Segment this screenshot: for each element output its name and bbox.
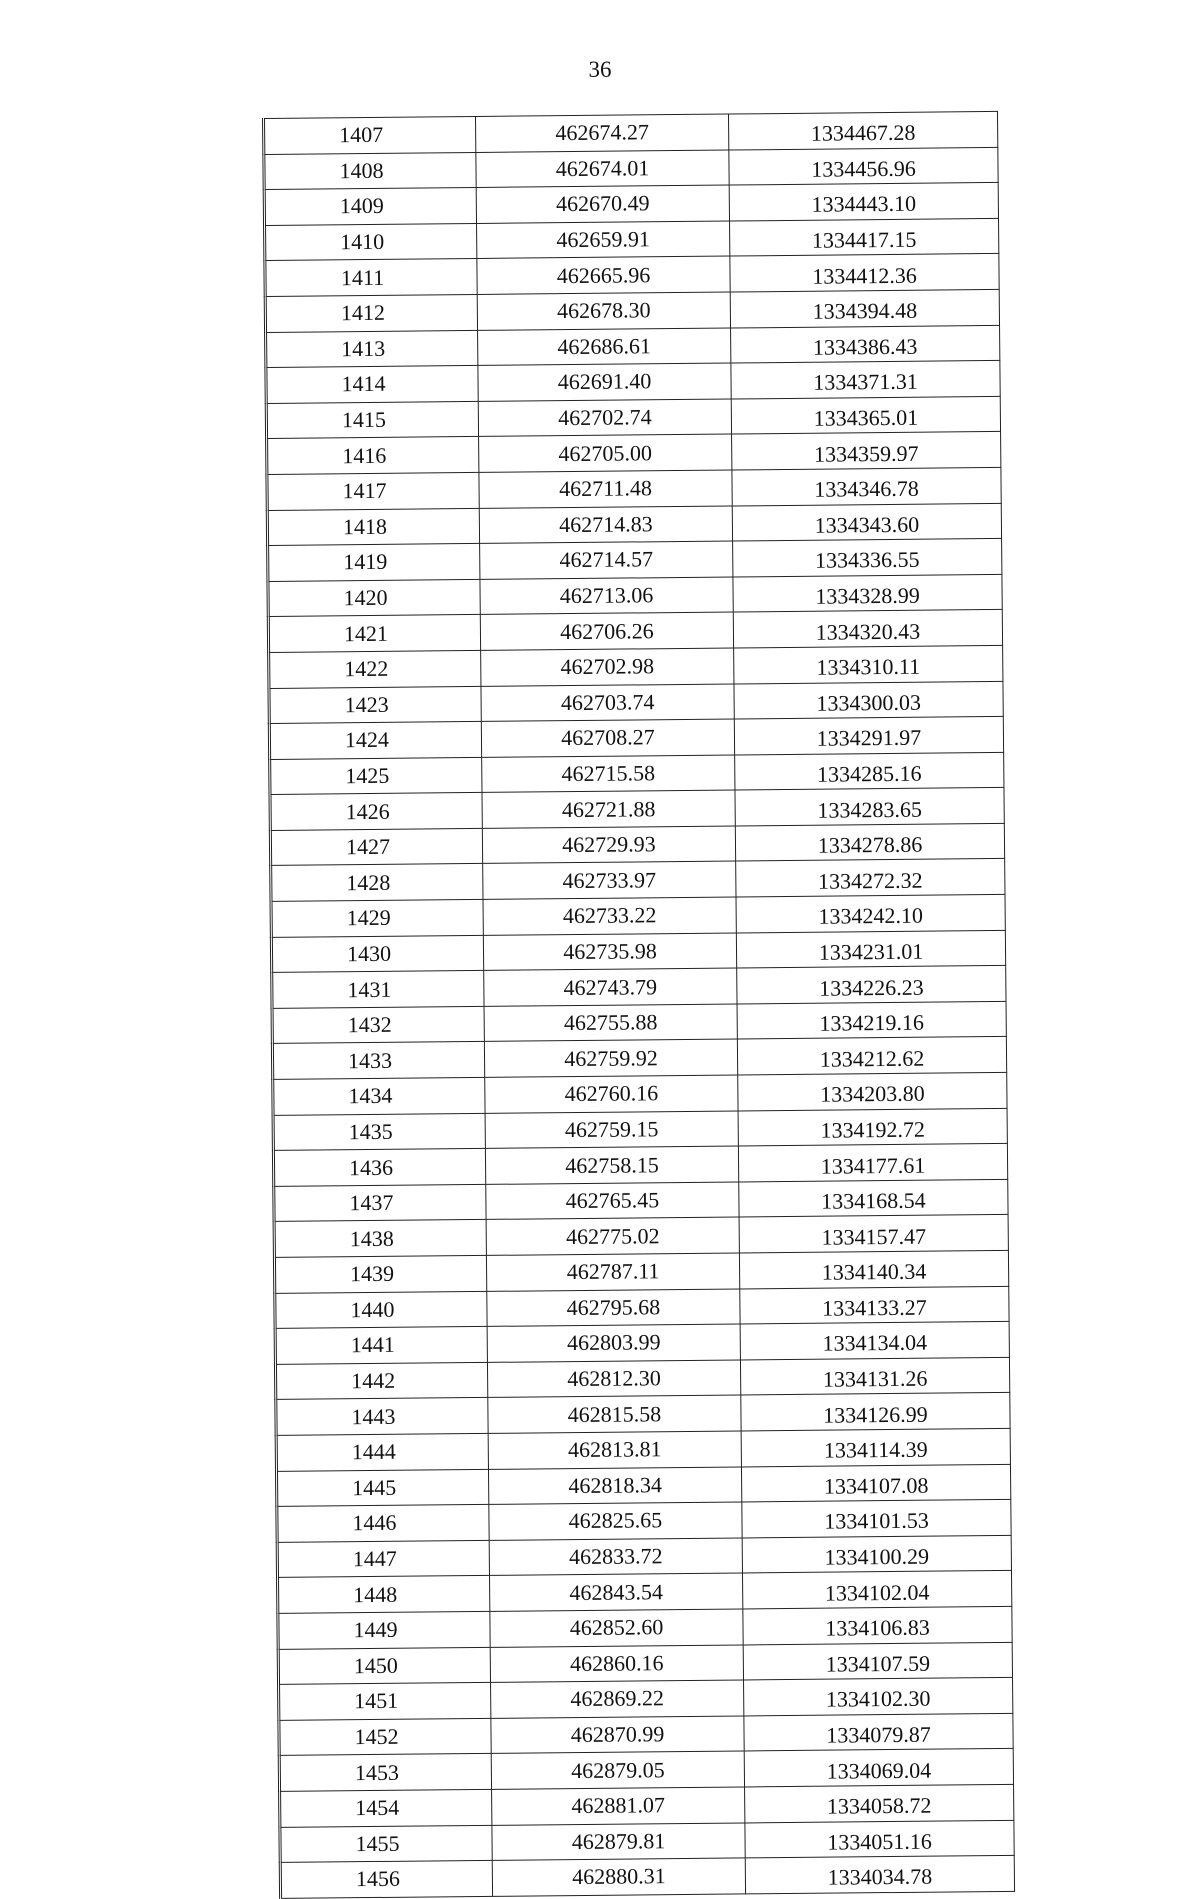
y-coordinate-cell: 1334272.32	[736, 859, 1005, 897]
y-coordinate-cell: 1334371.31	[731, 361, 1000, 399]
x-coordinate-cell: 462795.68	[487, 1289, 740, 1327]
x-coordinate-cell: 462787.11	[486, 1253, 739, 1291]
y-coordinate-cell: 1334131.26	[740, 1357, 1009, 1395]
y-coordinate-cell: 1334058.72	[745, 1784, 1014, 1822]
x-coordinate-cell: 462759.92	[484, 1039, 737, 1077]
x-coordinate-cell: 462760.16	[485, 1075, 738, 1113]
y-coordinate-cell: 1334069.04	[744, 1749, 1013, 1787]
y-coordinate-cell: 1334134.04	[740, 1322, 1009, 1360]
x-coordinate-cell: 462665.96	[477, 256, 730, 294]
point-number-cell: 1451	[279, 1683, 491, 1721]
y-coordinate-cell: 1334443.10	[729, 183, 998, 221]
point-number-cell: 1445	[276, 1469, 488, 1507]
x-coordinate-cell: 462759.15	[485, 1111, 738, 1149]
point-number-cell: 1430	[271, 935, 483, 973]
x-coordinate-cell: 462758.15	[485, 1146, 738, 1184]
y-coordinate-cell: 1334034.78	[745, 1855, 1014, 1893]
y-coordinate-cell: 1334242.10	[736, 894, 1005, 932]
y-coordinate-cell: 1334231.01	[736, 930, 1005, 968]
point-number-cell: 1438	[274, 1220, 486, 1258]
y-coordinate-cell: 1334051.16	[745, 1820, 1014, 1858]
y-coordinate-cell: 1334157.47	[739, 1215, 1008, 1253]
x-coordinate-cell: 462713.06	[480, 577, 733, 615]
point-number-cell: 1417	[267, 472, 479, 510]
y-coordinate-cell: 1334278.86	[735, 823, 1004, 861]
point-number-cell: 1437	[274, 1184, 486, 1222]
point-number-cell: 1407	[264, 116, 476, 154]
y-coordinate-cell: 1334192.72	[738, 1108, 1007, 1146]
x-coordinate-cell: 462852.60	[490, 1609, 743, 1647]
point-number-cell: 1414	[266, 366, 478, 404]
x-coordinate-cell: 462706.26	[480, 612, 733, 650]
x-coordinate-cell: 462870.99	[491, 1716, 744, 1754]
point-number-cell: 1432	[272, 1006, 484, 1044]
x-coordinate-cell: 462708.27	[481, 719, 734, 757]
x-coordinate-cell: 462755.88	[484, 1004, 737, 1042]
x-coordinate-cell: 462765.45	[486, 1182, 739, 1220]
point-number-cell: 1448	[278, 1576, 490, 1614]
y-coordinate-cell: 1334320.43	[733, 610, 1002, 648]
y-coordinate-cell: 1334106.83	[743, 1606, 1012, 1644]
point-number-cell: 1433	[272, 1042, 484, 1080]
x-coordinate-cell: 462711.48	[479, 470, 732, 508]
point-number-cell: 1442	[275, 1362, 487, 1400]
point-number-cell: 1413	[266, 330, 478, 368]
point-number-cell: 1420	[268, 579, 480, 617]
x-coordinate-cell: 462714.57	[480, 541, 733, 579]
point-number-cell: 1454	[280, 1789, 492, 1827]
point-number-cell: 1419	[268, 544, 480, 582]
point-number-cell: 1443	[276, 1398, 488, 1436]
point-number-cell: 1428	[271, 864, 483, 902]
y-coordinate-cell: 1334102.30	[744, 1677, 1013, 1715]
x-coordinate-cell: 462715.58	[482, 755, 735, 793]
x-coordinate-cell: 462735.98	[483, 933, 736, 971]
coordinates-table	[262, 111, 1015, 1899]
x-coordinate-cell: 462813.81	[488, 1431, 741, 1469]
point-number-cell: 1452	[279, 1718, 491, 1756]
x-coordinate-cell: 462803.99	[487, 1324, 740, 1362]
y-coordinate-cell: 1334168.54	[739, 1179, 1008, 1217]
y-coordinate-cell: 1334346.78	[732, 467, 1001, 505]
x-coordinate-cell: 462825.65	[489, 1502, 742, 1540]
point-number-cell: 1435	[273, 1113, 485, 1151]
x-coordinate-cell: 462843.54	[490, 1573, 743, 1611]
point-number-cell: 1425	[270, 757, 482, 795]
x-coordinate-cell: 462879.05	[491, 1751, 744, 1789]
point-number-cell: 1456	[280, 1860, 492, 1898]
x-coordinate-cell: 462691.40	[478, 363, 731, 401]
y-coordinate-cell: 1334417.15	[730, 218, 999, 256]
y-coordinate-cell: 1334101.53	[742, 1500, 1011, 1538]
y-coordinate-cell: 1334177.61	[738, 1144, 1007, 1182]
point-number-cell: 1416	[267, 437, 479, 475]
y-coordinate-cell: 1334126.99	[741, 1393, 1010, 1431]
point-number-cell: 1409	[264, 188, 476, 226]
point-number-cell: 1436	[273, 1149, 485, 1187]
x-coordinate-cell: 462860.16	[490, 1644, 743, 1682]
x-coordinate-cell: 462674.01	[476, 150, 729, 188]
y-coordinate-cell: 1334203.80	[738, 1072, 1007, 1110]
x-coordinate-cell: 462702.98	[481, 648, 734, 686]
x-coordinate-cell: 462812.30	[487, 1360, 740, 1398]
x-coordinate-cell: 462833.72	[489, 1538, 742, 1576]
x-coordinate-cell: 462818.34	[488, 1467, 741, 1505]
point-number-cell: 1411	[265, 259, 477, 297]
x-coordinate-cell: 462703.74	[481, 683, 734, 721]
point-number-cell: 1444	[276, 1433, 488, 1471]
x-coordinate-cell: 462721.88	[482, 790, 735, 828]
x-coordinate-cell: 462743.79	[484, 968, 737, 1006]
x-coordinate-cell: 462705.00	[479, 434, 732, 472]
point-number-cell: 1450	[278, 1647, 490, 1685]
point-number-cell: 1422	[269, 650, 481, 688]
y-coordinate-cell: 1334456.96	[729, 147, 998, 185]
x-coordinate-cell: 462714.83	[479, 506, 732, 544]
y-coordinate-cell: 1334412.36	[730, 254, 999, 292]
y-coordinate-cell: 1334133.27	[740, 1286, 1009, 1324]
point-number-cell: 1412	[265, 294, 477, 332]
point-number-cell: 1418	[267, 508, 479, 546]
point-number-cell: 1415	[266, 401, 478, 439]
x-coordinate-cell: 462733.97	[483, 861, 736, 899]
y-coordinate-cell: 1334140.34	[739, 1250, 1008, 1288]
point-number-cell: 1423	[269, 686, 481, 724]
point-number-cell: 1447	[277, 1540, 489, 1578]
point-number-cell: 1440	[275, 1291, 487, 1329]
y-coordinate-cell: 1334285.16	[735, 752, 1004, 790]
point-number-cell: 1446	[277, 1505, 489, 1543]
point-number-cell: 1429	[271, 899, 483, 937]
y-coordinate-cell: 1334343.60	[732, 503, 1001, 541]
x-coordinate-cell: 462686.61	[478, 328, 731, 366]
y-coordinate-cell: 1334394.48	[730, 289, 999, 327]
y-coordinate-cell: 1334102.04	[742, 1571, 1011, 1609]
y-coordinate-cell: 1334219.16	[737, 1001, 1006, 1039]
y-coordinate-cell: 1334107.59	[743, 1642, 1012, 1680]
point-number-cell: 1408	[264, 152, 476, 190]
point-number-cell: 1421	[268, 615, 480, 653]
y-coordinate-cell: 1334212.62	[737, 1037, 1006, 1075]
coordinates-table-body	[264, 111, 1015, 1898]
y-coordinate-cell: 1334107.08	[741, 1464, 1010, 1502]
x-coordinate-cell: 462881.07	[492, 1787, 745, 1825]
point-number-cell: 1441	[275, 1327, 487, 1365]
point-number-cell: 1431	[272, 971, 484, 1009]
point-number-cell: 1439	[274, 1255, 486, 1293]
table-row	[280, 1855, 1014, 1898]
point-number-cell: 1426	[270, 793, 482, 831]
y-coordinate-cell: 1334365.01	[731, 396, 1000, 434]
y-coordinate-cell: 1334300.03	[734, 681, 1003, 719]
y-coordinate-cell: 1334283.65	[735, 788, 1004, 826]
x-coordinate-cell: 462659.91	[477, 221, 730, 259]
x-coordinate-cell: 462815.58	[488, 1395, 741, 1433]
y-coordinate-cell: 1334100.29	[742, 1535, 1011, 1573]
x-coordinate-cell: 462869.22	[491, 1680, 744, 1718]
y-coordinate-cell: 1334336.55	[733, 539, 1002, 577]
point-number-cell: 1427	[270, 828, 482, 866]
point-number-cell: 1455	[280, 1825, 492, 1863]
y-coordinate-cell: 1334310.11	[734, 645, 1003, 683]
point-number-cell: 1424	[269, 722, 481, 760]
x-coordinate-cell: 462678.30	[477, 292, 730, 330]
x-coordinate-cell: 462880.31	[492, 1858, 745, 1896]
y-coordinate-cell: 1334291.97	[734, 717, 1003, 755]
x-coordinate-cell: 462702.74	[478, 399, 731, 437]
point-number-cell: 1449	[278, 1611, 490, 1649]
x-coordinate-cell: 462733.22	[483, 897, 736, 935]
y-coordinate-cell: 1334328.99	[733, 574, 1002, 612]
point-number-cell: 1434	[273, 1077, 485, 1115]
x-coordinate-cell: 462775.02	[486, 1217, 739, 1255]
page-number: 36	[588, 57, 612, 82]
point-number-cell: 1410	[265, 223, 477, 261]
y-coordinate-cell: 1334114.39	[741, 1428, 1010, 1466]
x-coordinate-cell: 462670.49	[476, 185, 729, 223]
x-coordinate-cell: 462674.27	[475, 114, 728, 152]
x-coordinate-cell: 462879.81	[492, 1822, 745, 1860]
x-coordinate-cell: 462729.93	[482, 826, 735, 864]
y-coordinate-cell: 1334226.23	[737, 966, 1006, 1004]
point-number-cell: 1453	[279, 1754, 491, 1792]
y-coordinate-cell: 1334079.87	[744, 1713, 1013, 1751]
y-coordinate-cell: 1334359.97	[732, 432, 1001, 470]
y-coordinate-cell: 1334467.28	[728, 111, 997, 149]
y-coordinate-cell: 1334386.43	[731, 325, 1000, 363]
